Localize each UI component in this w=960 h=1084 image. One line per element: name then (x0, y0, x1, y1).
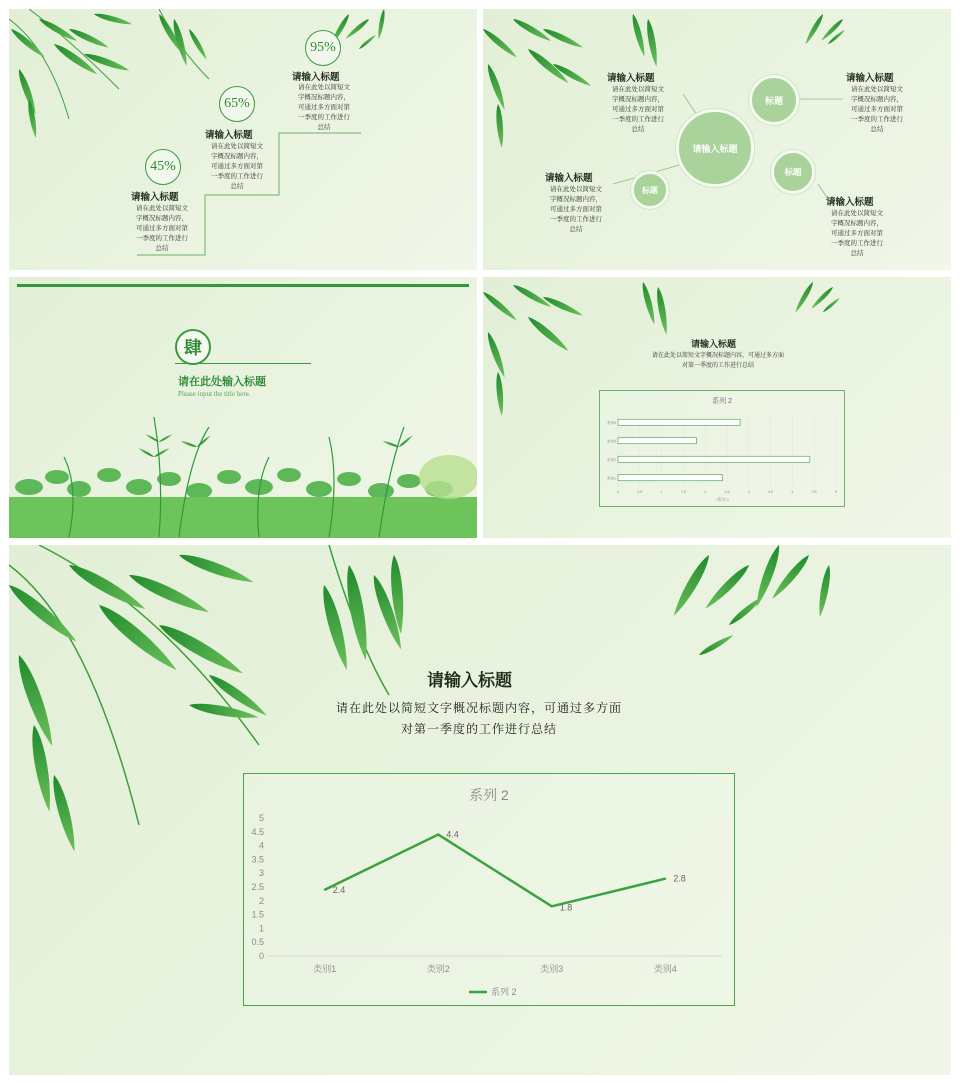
center-bubble-label: 请输入标题 (692, 144, 738, 155)
bubble-left (631, 171, 669, 209)
x-tick-label: 1 (660, 490, 663, 494)
y-tick-label: 5 (258, 813, 264, 823)
step-title: 请输入标题 (131, 192, 179, 203)
block-title: 请输入标题 (846, 73, 894, 84)
desc-line: 总结 (870, 125, 884, 133)
desc-line: 总结 (631, 125, 645, 133)
y-tick-label: 1.5 (251, 909, 264, 920)
percent-badge-65: 65% (219, 86, 255, 122)
desc-line: 对第一季度的工作进行总结 (681, 362, 754, 369)
percent-badge-95: 95% (305, 30, 341, 66)
desc-line: 对第一季度的工作进行总结 (400, 722, 557, 736)
desc-line: 可通过多方面对第 (136, 224, 188, 232)
slide-desc (603, 351, 833, 371)
block-title: 请输入标题 (607, 73, 655, 84)
desc-line: 请在此处以简短文 (550, 185, 602, 193)
y-tick-label: 1 (258, 923, 264, 934)
desc-line: 总结 (230, 182, 244, 190)
section-title: 请在此处输入标题 (178, 375, 266, 388)
desc-line: 字概况标题内容， (136, 214, 188, 222)
y-tick-label: 4.5 (251, 826, 264, 837)
data-label: 2.4 (332, 884, 346, 895)
legend-label: □系列 2 (715, 497, 729, 502)
data-point (664, 878, 666, 880)
y-tick-label: 0 (258, 951, 264, 961)
y-category-label: 类别1 (607, 476, 616, 481)
desc-line: 一季度的工作进行 (298, 113, 350, 121)
desc-line: 总结 (317, 123, 331, 131)
desc-line: 可通过多方面对第 (612, 105, 664, 113)
desc-line: 可通过多方面对第 (298, 103, 350, 111)
desc-line: 一季度的工作进行 (612, 115, 664, 123)
desc-line: 请在此处以简短文 (831, 209, 883, 217)
percent-badge-45: 45% (145, 149, 181, 185)
bubble-label: 标题 (642, 184, 658, 195)
desc-line: 一季度的工作进行 (550, 215, 602, 223)
step-desc (197, 141, 277, 191)
desc-line: 请在此处以简短文 (136, 204, 188, 212)
y-tick-label: 4 (258, 840, 264, 851)
y-tick-label: 3 (258, 868, 264, 879)
data-point (551, 905, 553, 907)
desc-line: 可通过多方面对第 (211, 162, 263, 170)
desc-line: 一季度的工作进行 (136, 234, 188, 242)
desc-line: 字概况标题内容， (612, 95, 664, 103)
data-label: 2.8 (673, 873, 686, 884)
center-bubble (676, 109, 754, 187)
x-tick-label: 3 (747, 490, 750, 494)
desc-line: 可通过多方面对第 (550, 205, 602, 213)
x-category-label: 类别3 (540, 964, 564, 974)
block-desc (598, 84, 678, 134)
title-rule (175, 363, 311, 364)
y-category-label: 类别2 (607, 457, 616, 462)
x-tick-label: 4 (791, 490, 794, 494)
bubble-label: 标题 (764, 96, 783, 107)
block-title: 请输入标题 (545, 173, 593, 184)
x-tick-label: 0.5 (637, 490, 643, 494)
slide-title: 请输入标题 (691, 340, 737, 350)
desc-line: 一季度的工作进行 (211, 172, 263, 180)
x-category-label: 类别1 (313, 964, 337, 974)
section-subtitle: Please input the title here. (178, 390, 251, 398)
desc-line: 字概况标题内容， (831, 219, 883, 227)
line-chart (244, 774, 734, 1005)
y-category-label: 类别4 (607, 420, 616, 425)
y-tick-label: 0.5 (251, 937, 264, 948)
desc-line: 请在此处以简短文 (612, 85, 664, 93)
chart-title: 系列 2 (469, 787, 509, 803)
top-rule (17, 284, 469, 287)
desc-line: 一季度的工作进行 (851, 115, 903, 123)
slide-desc (279, 698, 679, 740)
bar-chart-frame (599, 390, 845, 507)
block-desc (837, 84, 917, 134)
data-label: 4.4 (446, 829, 459, 840)
block-title: 请输入标题 (826, 197, 874, 208)
desc-line: 请在此处以简短文字概况标题内容，可通过多方面 (651, 352, 784, 359)
x-tick-label: 0 (617, 490, 619, 494)
block-desc (817, 208, 897, 258)
desc-line: 字概况标题内容， (851, 95, 903, 103)
block-desc (536, 184, 616, 234)
x-category-label: 类别2 (426, 964, 450, 974)
bubble-top-right (749, 75, 799, 125)
legend-label: 系列 2 (491, 987, 517, 997)
desc-line: 字概况标题内容， (298, 93, 350, 101)
x-tick-label: 2.5 (724, 490, 730, 494)
slide-title: 请输入标题 (427, 671, 512, 691)
slide-steps[interactable] (9, 9, 477, 270)
desc-line: 字概况标题内容， (211, 152, 263, 160)
desc-line: 请在此处以简短文 (211, 142, 263, 150)
slide-section-cover[interactable] (9, 277, 477, 538)
x-tick-label: 3.5 (768, 490, 774, 494)
x-tick-label: 1.5 (680, 490, 686, 494)
step-title: 请输入标题 (205, 130, 253, 141)
step-desc (284, 82, 364, 132)
desc-line: 字概况标题内容， (550, 195, 602, 203)
desc-line: 可通过多方面对第 (831, 229, 883, 237)
desc-line: 总结 (850, 249, 864, 257)
data-point (437, 834, 439, 836)
step-title: 请输入标题 (292, 72, 340, 83)
bubble-right (771, 150, 815, 194)
desc-line: 总结 (569, 225, 583, 233)
desc-line: 总结 (155, 244, 169, 252)
fern-plants-decoration (9, 417, 477, 538)
section-number: 肆 (184, 338, 202, 359)
bar (618, 456, 810, 462)
slide-bar-chart[interactable] (483, 277, 951, 538)
line-chart-frame (243, 773, 735, 1006)
x-tick-label: 5 (835, 490, 837, 494)
x-tick-label: 4.5 (811, 490, 817, 494)
desc-line: 请在此处以简短文字概况标题内容，可通过多方面 (335, 701, 622, 715)
data-point (324, 889, 326, 891)
slide-bubbles[interactable] (483, 9, 951, 270)
desc-line: 可通过多方面对第 (851, 105, 903, 113)
section-number-badge (175, 329, 211, 365)
y-tick-label: 2.5 (251, 882, 264, 892)
desc-line: 一季度的工作进行 (831, 239, 883, 247)
step-desc (122, 203, 202, 253)
y-tick-label: 3.5 (251, 854, 264, 865)
chart-title: 系列 2 (712, 398, 732, 405)
slide-line-chart[interactable] (9, 545, 951, 1075)
bar (618, 438, 696, 444)
desc-line: 请在此处以简短文 (298, 83, 350, 91)
x-category-label: 类别4 (653, 964, 677, 974)
bar (618, 419, 740, 425)
y-category-label: 类别3 (607, 439, 616, 444)
x-tick-label: 2 (704, 490, 707, 494)
series-line (325, 835, 666, 907)
bar-chart (600, 391, 844, 506)
data-label: 1.8 (559, 902, 573, 913)
bubble-label: 标题 (784, 168, 802, 178)
desc-line: 请在此处以简短文 (851, 85, 903, 93)
y-tick-label: 2 (258, 895, 264, 906)
bar (618, 475, 723, 481)
